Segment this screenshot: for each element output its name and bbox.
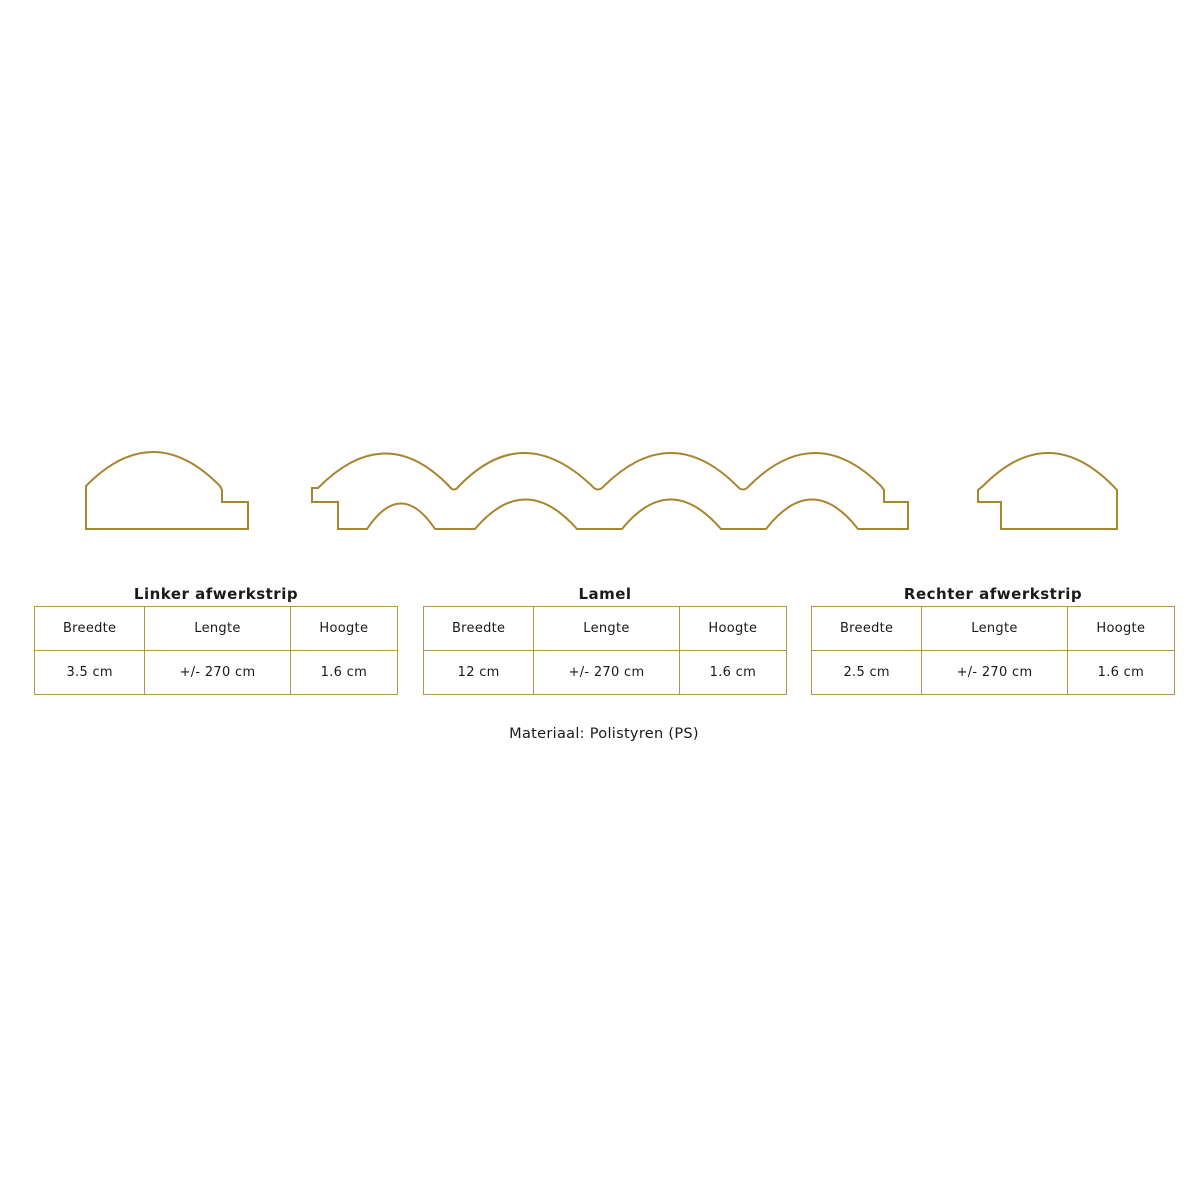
value-width: 2.5 cm xyxy=(812,651,922,695)
value-length: +/- 270 cm xyxy=(922,651,1067,695)
table-header-row xyxy=(35,607,398,651)
slat-profile-icon xyxy=(312,453,908,529)
slat-section xyxy=(423,582,787,695)
section-title: Lamel xyxy=(578,585,632,603)
value-length: +/- 270 cm xyxy=(145,651,290,695)
material-note: Materiaal: Polistyren (PS) xyxy=(509,726,699,742)
left-finishing-strip-section xyxy=(34,582,398,695)
value-width: 3.5 cm xyxy=(35,651,145,695)
header-height: Hoogte xyxy=(679,607,786,651)
header-height: Hoogte xyxy=(290,607,397,651)
spec-table xyxy=(34,606,398,695)
spec-table xyxy=(811,606,1175,695)
section-title: Linker afwerkstrip xyxy=(133,585,299,603)
table-row xyxy=(35,651,398,695)
header-width: Breedte xyxy=(424,607,534,651)
section-title: Rechter afwerkstrip xyxy=(903,585,1083,603)
left-finishing-strip-profile-icon xyxy=(86,452,248,529)
header-height: Hoogte xyxy=(1067,607,1174,651)
value-height: 1.6 cm xyxy=(679,651,786,695)
value-height: 1.6 cm xyxy=(290,651,397,695)
table-row xyxy=(424,651,787,695)
spec-table xyxy=(423,606,787,695)
table-header-row xyxy=(424,607,787,651)
value-length: +/- 270 cm xyxy=(534,651,679,695)
right-finishing-strip-profile-icon xyxy=(978,453,1117,529)
header-length: Lengte xyxy=(145,607,290,651)
value-width: 12 cm xyxy=(424,651,534,695)
header-width: Breedte xyxy=(812,607,922,651)
right-finishing-strip-section xyxy=(811,582,1175,695)
header-length: Lengte xyxy=(534,607,679,651)
table-row xyxy=(812,651,1175,695)
header-width: Breedte xyxy=(35,607,145,651)
header-length: Lengte xyxy=(922,607,1067,651)
table-header-row xyxy=(812,607,1175,651)
value-height: 1.6 cm xyxy=(1067,651,1174,695)
